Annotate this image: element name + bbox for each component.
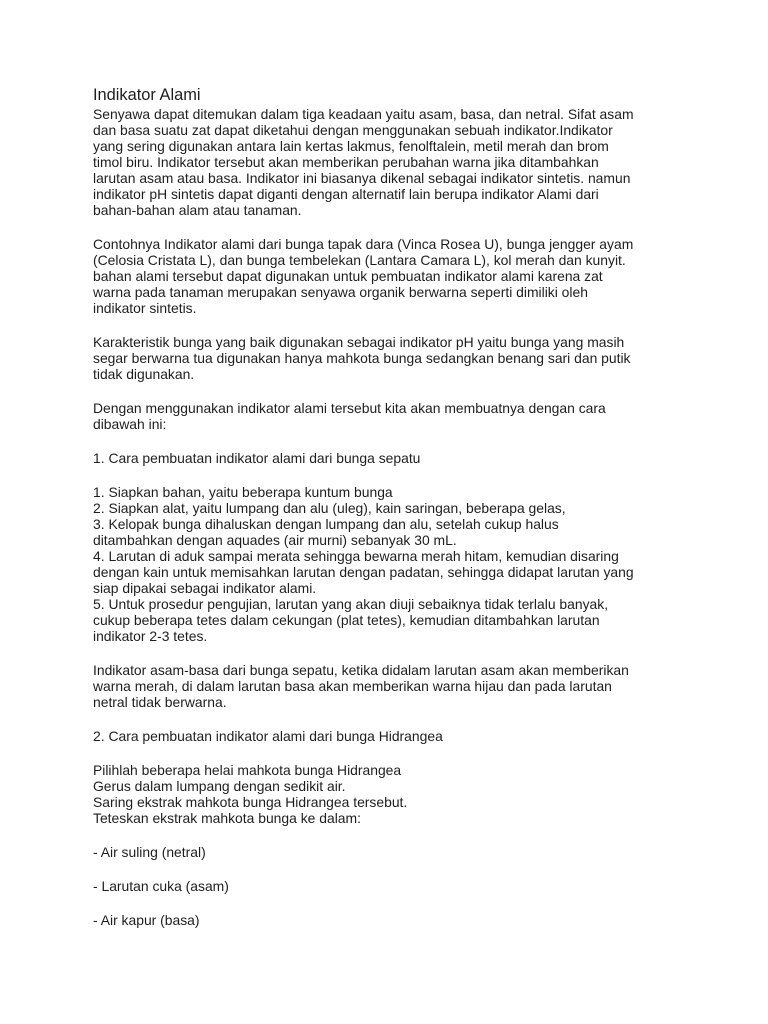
paragraph-gap xyxy=(93,894,693,912)
text-line: tidak digunakan. xyxy=(93,366,195,382)
paragraph-gap xyxy=(93,860,693,878)
text-line: Saring ekstrak mahkota bunga Hidrangea tersebut. xyxy=(93,794,408,810)
paragraph-gap xyxy=(93,710,693,728)
list-item: 2. Siapkan alat, yaitu lumpang dan alu (uleg), kain saringan, beberapa gelas, xyxy=(93,500,566,516)
list-item: 1. Siapkan bahan, yaitu beberapa kuntum bunga xyxy=(93,484,393,500)
text-line: Karakteristik bunga yang baik digunakan sebagai indikator pH yaitu bunga yang masih xyxy=(93,334,625,350)
text-line: Pilihlah beberapa helai mahkota bunga Hidrangea xyxy=(93,762,402,778)
paragraph-hydrangea-steps xyxy=(93,762,693,826)
text-line: Senyawa dapat ditemukan dalam tiga keadaan yaitu asam, basa, dan netral. Sifat asam xyxy=(93,106,634,122)
text-line: Dengan menggunakan indikator alami tersebut kita akan membuatnya dengan cara xyxy=(93,400,606,416)
list-item: ditambahkan dengan aquades (air murni) sebanyak 30 mL. xyxy=(93,532,457,548)
document-content xyxy=(93,86,693,928)
document-title: Indikator Alami xyxy=(93,86,201,104)
paragraph-method-intro xyxy=(93,400,693,432)
text-line: dan basa suatu zat dapat diketahui dengan menggunakan sebuah indikator.Indikator xyxy=(93,122,613,138)
text-line: larutan asam atau basa. Indikator ini biasanya dikenal sebagai indikator sintetis. namun xyxy=(93,170,631,186)
list-item: dengan kain untuk memisahkan larutan dengan padatan, sehingga didapat larutan yang xyxy=(93,564,634,580)
paragraph-intro xyxy=(93,106,693,218)
section-heading-hibiscus: 1. Cara pembuatan indikator alami dari bunga sepatu xyxy=(93,450,421,466)
text-line: timol biru. Indikator tersebut akan memberikan perubahan warna jika ditambahkan xyxy=(93,154,599,170)
text-line: Gerus dalam lumpang dengan sedikit air. xyxy=(93,778,346,794)
list-item: cukup beberapa tetes dalam cekungan (plat tetes), kemudian ditambahkan larutan xyxy=(93,612,600,628)
text-line: Indikator asam-basa dari bunga sepatu, ketika didalam larutan asam akan memberikan xyxy=(93,662,629,678)
text-line: indikator sintetis. xyxy=(93,300,197,316)
text-line: bahan alami tersebut dapat digunakan untuk pembuatan indikator alami karena zat xyxy=(93,268,603,284)
text-line: segar berwarna tua digunakan hanya mahkota bunga sedangkan benang sari dan putik xyxy=(93,350,631,366)
list-item: 3. Kelopak bunga dihaluskan dengan lumpang dan alu, setelah cukup halus xyxy=(93,516,559,532)
list-item: - Air suling (netral) xyxy=(93,844,206,860)
paragraph-gap xyxy=(93,744,693,762)
paragraph-hibiscus-result xyxy=(93,662,693,710)
paragraph-gap xyxy=(93,826,693,844)
paragraph-gap xyxy=(93,218,693,236)
paragraph-gap xyxy=(93,382,693,400)
list-item: indikator 2-3 tetes. xyxy=(93,628,208,644)
paragraph-gap xyxy=(93,432,693,450)
list-item: 5. Untuk prosedur pengujian, larutan yang akan diuji sebaiknya tidak terlalu banyak, xyxy=(93,596,609,612)
text-line: yang sering digunakan antara lain kertas lakmus, fenolftalein, metil merah dan brom xyxy=(93,138,609,154)
list-item: - Air kapur (basa) xyxy=(93,912,200,928)
text-line: warna pada tanaman merupakan senyawa organik berwarna seperti dimiliki oleh xyxy=(93,284,588,300)
text-line: dibawah ini: xyxy=(93,416,167,432)
paragraph-gap xyxy=(93,316,693,334)
list-item: siap dipakai sebagai indikator alami. xyxy=(93,580,317,596)
text-line: Teteskan ekstrak mahkota bunga ke dalam: xyxy=(93,810,361,826)
paragraph-examples xyxy=(93,236,693,316)
list-item: 4. Larutan di aduk sampai merata sehingga bewarna merah hitam, kemudian disaring xyxy=(93,548,619,564)
text-line: Contohnya Indikator alami dari bunga tapak dara (Vinca Rosea U), bunga jengger ayam xyxy=(93,236,634,252)
list-item: - Larutan cuka (asam) xyxy=(93,878,229,894)
text-line: (Celosia Cristata L), dan bunga tembelekan (Lantara Camara L), kol merah dan kunyit. xyxy=(93,252,626,268)
paragraph-characteristics xyxy=(93,334,693,382)
paragraph-gap xyxy=(93,644,693,662)
text-line: netral tidak berwarna. xyxy=(93,694,227,710)
section-heading-hydrangea: 2. Cara pembuatan indikator alami dari bunga Hidrangea xyxy=(93,728,443,744)
paragraph-gap xyxy=(93,466,693,484)
text-line: bahan-bahan alam atau tanaman. xyxy=(93,202,302,218)
text-line: warna merah, di dalam larutan basa akan memberikan warna hijau dan pada larutan xyxy=(93,678,612,694)
text-line: indikator pH sintetis dapat diganti dengan alternatif lain berupa indikator Alami dari xyxy=(93,186,599,202)
steps-list xyxy=(93,484,693,644)
